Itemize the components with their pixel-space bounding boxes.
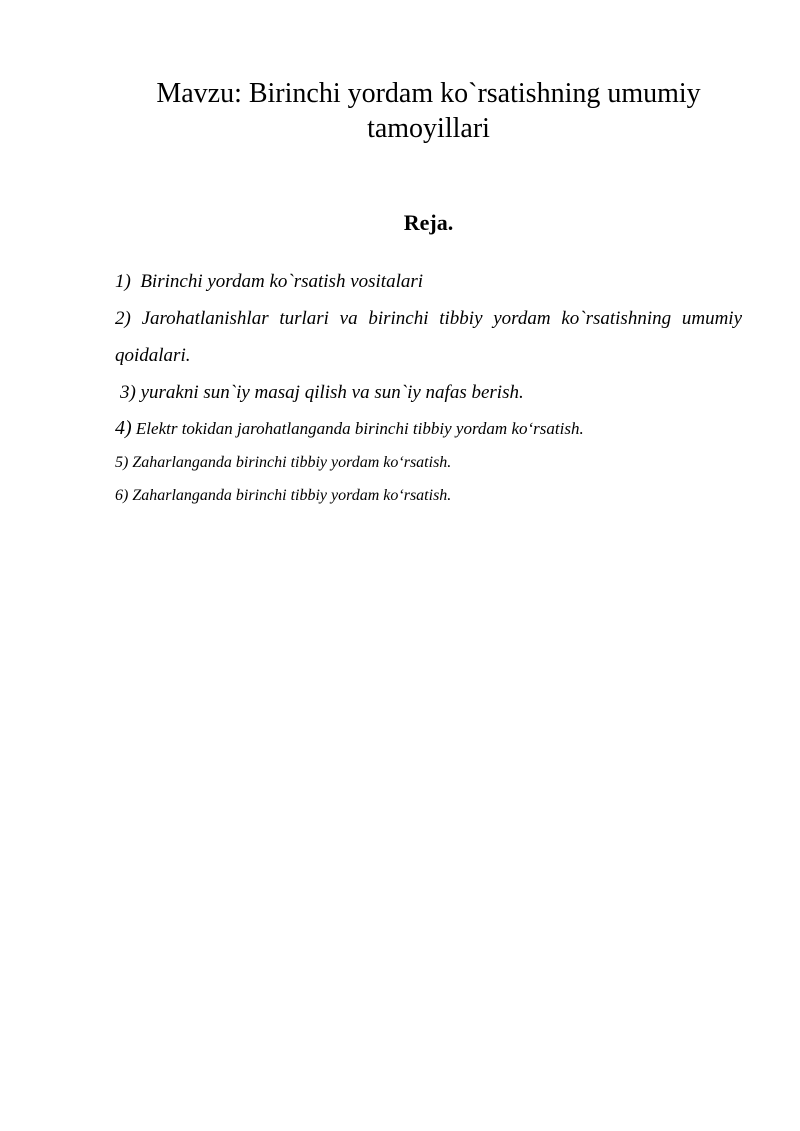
document-title: Mavzu: Birinchi yordam ko`rsatishning umumiy tamoyillari	[156, 78, 701, 144]
plan-item-number: 6)	[115, 487, 129, 504]
plan-item-number: 5)	[115, 454, 129, 471]
plan-item-2	[115, 300, 742, 374]
plan-item-number: 4)	[115, 417, 132, 439]
plan-item-number: 1)	[115, 271, 131, 292]
plan-item-text: Birinchi yordam ko`rsatish vositalari	[140, 271, 424, 292]
plan-item-number: 2)	[115, 308, 131, 329]
plan-item-text: yurakni sun`iy masaj qilish va sun`iy nafas berish.	[140, 382, 524, 403]
plan-item-3	[115, 374, 742, 411]
plan-item-text: Zaharlanganda birinchi tibbiy yordam ko‘rsatish.	[132, 487, 452, 504]
plan-heading: Reja.	[403, 210, 454, 235]
plan-list	[115, 263, 742, 512]
plan-item-text: Elektr tokidan jarohatlanganda birinchi tibbiy yordam ko‘rsatish.	[135, 419, 584, 438]
plan-item-text: Jarohatlanishlar turlari va birinchi tibbiy yordam ko`rsatishning umumiy qoidalari.	[115, 308, 742, 366]
plan-item-1	[115, 263, 742, 300]
plan-item-number: 3)	[120, 382, 136, 403]
plan-item-4	[115, 411, 742, 446]
plan-item-5	[115, 446, 742, 479]
plan-item-6	[115, 479, 742, 512]
plan-item-text: Zaharlanganda birinchi tibbiy yordam ko‘rsatish.	[132, 454, 452, 471]
